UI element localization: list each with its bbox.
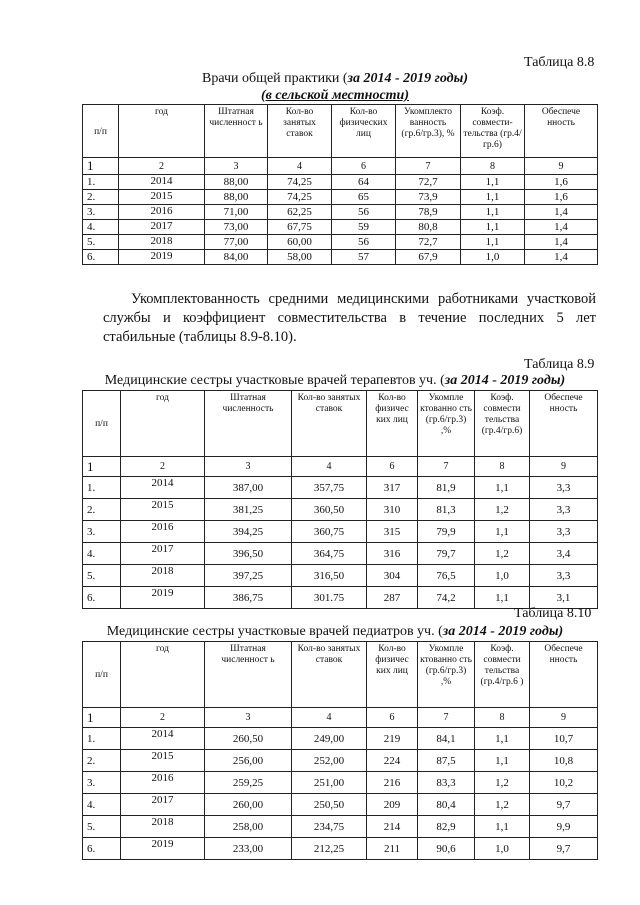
table-cell-staff: 84,00: [205, 250, 268, 265]
table-cell-staff: 260,00: [205, 794, 292, 816]
table-8-10-title: [90, 624, 580, 640]
table-cell-provision: 1,6: [525, 175, 598, 190]
table-8-9-header-occupied: Кол-во занятых ставок: [292, 391, 367, 457]
table-8-8-colnum-staff: 3: [205, 158, 268, 175]
table-cell-year: 2019: [119, 250, 205, 265]
table-cell-provision: 1,4: [525, 220, 598, 235]
table-cell-staff: 394,25: [205, 521, 292, 543]
table-cell-year: 2019: [121, 838, 205, 860]
table-8-8-colnum-pp: 1: [83, 158, 119, 175]
table-8-10-number: Таблица 8.10: [514, 606, 592, 621]
table-cell-provision: 1,4: [525, 235, 598, 250]
table-cell-persons: 209: [367, 794, 418, 816]
table-cell-occupied: 252,00: [292, 750, 367, 772]
table-8-10-title-plain: Медицинские сестры участковые врачей педиатров уч. (: [106, 624, 443, 639]
table-cell-pp: 1.: [83, 175, 119, 190]
table-8-10-header-row: [83, 642, 598, 708]
table-cell-persons: 315: [367, 521, 418, 543]
table-8-8-colnum-persons: 6: [332, 158, 396, 175]
table-row: [83, 220, 598, 235]
table-cell-provision: 10,2: [530, 772, 598, 794]
table-8-10-header-staffing: Укомпле ктованно сть (гр.6/гр.3) ,%: [418, 642, 475, 708]
table-cell-staff: 77,00: [205, 235, 268, 250]
table-cell-provision: 9,7: [530, 794, 598, 816]
table-cell-staffing: 72,7: [396, 175, 461, 190]
table-8-10-colnum-row: [83, 708, 598, 728]
table-8-9-colnum-row: [83, 457, 598, 477]
table-8-10-header-occupied: Кол-во занятых ставок: [292, 642, 367, 708]
table-cell-staffing: 78,9: [396, 205, 461, 220]
table-8-8-colnum-staffing: 7: [396, 158, 461, 175]
table-cell-persons: 317: [367, 477, 418, 499]
table-cell-year: 2018: [119, 235, 205, 250]
table-cell-pp: 2.: [83, 750, 121, 772]
table-cell-coef: 1,2: [475, 794, 530, 816]
table-cell-year: 2014: [121, 728, 205, 750]
table-cell-provision: 3,1: [530, 587, 598, 609]
table-cell-staffing: 74,2: [418, 587, 475, 609]
table-8-10-title-period: за 2014 - 2019 годы): [442, 624, 564, 639]
table-row: [83, 521, 598, 543]
table-8-8-number: Таблица 8.8: [524, 55, 595, 70]
table-8-9-colnum-staff: 3: [205, 457, 292, 477]
table-cell-occupied: 360,50: [292, 499, 367, 521]
table-row: [83, 175, 598, 190]
table-8-8: [82, 104, 598, 265]
table-8-10-colnum-staffing: 7: [418, 708, 475, 728]
table-cell-pp: 2.: [83, 499, 121, 521]
table-cell-year: 2018: [121, 816, 205, 838]
table-8-9-header-coef: Коэф. совмести тельства (гр.4/гр.6): [475, 391, 530, 457]
table-cell-coef: 1,2: [475, 499, 530, 521]
table-cell-coef: 1,1: [461, 175, 525, 190]
table-cell-provision: 3,3: [530, 521, 598, 543]
table-8-9-header-year: год: [121, 391, 205, 457]
table-cell-staff: 258,00: [205, 816, 292, 838]
table-cell-pp: 4.: [83, 794, 121, 816]
table-8-10-colnum-pp: 1: [83, 708, 121, 728]
table-cell-persons: 57: [332, 250, 396, 265]
table-8-8-header-staff: Штатная численност ь: [205, 105, 268, 158]
table-cell-persons: 304: [367, 565, 418, 587]
table-8-9-header-staff: Штатная численность: [205, 391, 292, 457]
table-cell-pp: 5.: [83, 235, 119, 250]
table-cell-staffing: 81,9: [418, 477, 475, 499]
table-cell-staff: 259,25: [205, 772, 292, 794]
table-8-9-header-row: [83, 391, 598, 457]
table-cell-staff: 233,00: [205, 838, 292, 860]
table-cell-persons: 216: [367, 772, 418, 794]
body-paragraph-text: Укомплектованность средними медицинскими работниками участковой службы и коэффициент совместительства в течение последних 5 лет стабильные (таблицы 8.9-8.10).: [103, 291, 596, 345]
table-cell-pp: 2.: [83, 190, 119, 205]
table-cell-staffing: 79,9: [418, 521, 475, 543]
table-cell-pp: 5.: [83, 816, 121, 838]
table-row: [83, 499, 598, 521]
table-cell-occupied: 74,25: [268, 175, 332, 190]
table-8-10-header-year: год: [121, 642, 205, 708]
table-8-9-colnum-occupied: 4: [292, 457, 367, 477]
table-cell-staffing: 72,7: [396, 235, 461, 250]
body-paragraph: [103, 290, 596, 347]
table-8-9-colnum-persons: 6: [367, 457, 418, 477]
table-row: [83, 250, 598, 265]
table-cell-staff: 71,00: [205, 205, 268, 220]
table-cell-provision: 3,3: [530, 565, 598, 587]
table-8-10-header-persons: Кол-во физичес ких лиц: [367, 642, 418, 708]
table-cell-occupied: 74,25: [268, 190, 332, 205]
table-cell-staffing: 73,9: [396, 190, 461, 205]
table-cell-year: 2017: [121, 543, 205, 565]
table-cell-occupied: 234,75: [292, 816, 367, 838]
table-cell-pp: 3.: [83, 772, 121, 794]
table-8-10-colnum-persons: 6: [367, 708, 418, 728]
table-8-8-header-staffing: Укомплекто ванность (гр.6/гр.3), %: [396, 105, 461, 158]
table-8-9-header-staffing: Укомпле ктованно сть (гр.6/гр.3) ,%: [418, 391, 475, 457]
table-cell-year: 2016: [121, 772, 205, 794]
table-row: [83, 816, 598, 838]
table-cell-persons: 310: [367, 499, 418, 521]
table-cell-coef: 1,1: [461, 235, 525, 250]
table-cell-pp: 3.: [83, 205, 119, 220]
table-cell-pp: 1.: [83, 477, 121, 499]
table-8-8-header-pp: п/п: [83, 105, 119, 158]
table-8-8-title: [90, 71, 580, 87]
table-cell-year: 2014: [121, 477, 205, 499]
table-cell-staff: 397,25: [205, 565, 292, 587]
table-cell-pp: 4.: [83, 543, 121, 565]
table-cell-staff: 260,50: [205, 728, 292, 750]
table-8-9-header-pp: п/п: [83, 391, 121, 457]
table-cell-persons: 65: [332, 190, 396, 205]
table-cell-persons: 64: [332, 175, 396, 190]
table-cell-year: 2017: [121, 794, 205, 816]
table-8-8-header-year: год: [119, 105, 205, 158]
table-cell-occupied: 212,25: [292, 838, 367, 860]
table-cell-coef: 1,1: [461, 220, 525, 235]
table-row: [83, 772, 598, 794]
table-cell-staffing: 84,1: [418, 728, 475, 750]
table-8-9-header-persons: Кол-во физичес ких лиц: [367, 391, 418, 457]
table-cell-year: 2014: [119, 175, 205, 190]
table-8-10-colnum-staff: 3: [205, 708, 292, 728]
table-cell-year: 2016: [119, 205, 205, 220]
table-cell-occupied: 67,75: [268, 220, 332, 235]
table-8-9-title-period: за 2014 - 2019 годы): [444, 373, 566, 388]
table-cell-provision: 10,7: [530, 728, 598, 750]
table-8-8-colnum-provision: 9: [525, 158, 598, 175]
table-cell-pp: 6.: [83, 587, 121, 609]
table-cell-occupied: 58,00: [268, 250, 332, 265]
table-cell-provision: 1,6: [525, 190, 598, 205]
table-cell-provision: 1,4: [525, 250, 598, 265]
table-cell-staffing: 76,5: [418, 565, 475, 587]
table-cell-coef: 1,0: [475, 838, 530, 860]
table-row: [83, 190, 598, 205]
table-cell-occupied: 62,25: [268, 205, 332, 220]
table-cell-coef: 1,1: [475, 750, 530, 772]
table-cell-provision: 3,3: [530, 499, 598, 521]
table-cell-coef: 1,1: [475, 587, 530, 609]
table-8-10-header-staff: Штатная численност ь: [205, 642, 292, 708]
table-cell-staffing: 67,9: [396, 250, 461, 265]
table-row: [83, 235, 598, 250]
table-cell-coef: 1,1: [475, 728, 530, 750]
table-cell-persons: 214: [367, 816, 418, 838]
table-8-8-header-provision: Обеспече нность: [525, 105, 598, 158]
table-cell-staffing: 90,6: [418, 838, 475, 860]
table-8-8-header-occupied: Кол-во занятых ставок: [268, 105, 332, 158]
table-cell-staff: 396,50: [205, 543, 292, 565]
table-cell-staffing: 83,3: [418, 772, 475, 794]
table-cell-pp: 3.: [83, 521, 121, 543]
table-8-8-header-coef: Коэф. совмести- тельства (гр.4/гр.6): [461, 105, 525, 158]
table-cell-pp: 4.: [83, 220, 119, 235]
table-8-9: [82, 390, 598, 609]
table-cell-staffing: 80,4: [418, 794, 475, 816]
table-cell-coef: 1,1: [475, 477, 530, 499]
table-cell-staff: 386,75: [205, 587, 292, 609]
table-8-10-colnum-occupied: 4: [292, 708, 367, 728]
table-8-9-title-plain: Медицинские сестры участковые врачей терапевтов уч. (: [104, 373, 445, 388]
table-cell-provision: 9,7: [530, 838, 598, 860]
table-cell-occupied: 251,00: [292, 772, 367, 794]
table-8-8-colnum-occupied: 4: [268, 158, 332, 175]
table-row: [83, 728, 598, 750]
table-8-10-header-coef: Коэф. совмести тельства (гр.4/гр.6 ): [475, 642, 530, 708]
table-cell-pp: 5.: [83, 565, 121, 587]
table-8-10-header-pp: п/п: [83, 642, 121, 708]
table-cell-occupied: 316,50: [292, 565, 367, 587]
table-8-8-subtitle: (в сельской местности): [260, 88, 409, 103]
table-cell-year: 2015: [119, 190, 205, 205]
table-8-8-colnum-year: 2: [119, 158, 205, 175]
table-row: [83, 750, 598, 772]
table-cell-coef: 1,0: [461, 250, 525, 265]
table-cell-occupied: 60,00: [268, 235, 332, 250]
table-8-9-colnum-year: 2: [121, 457, 205, 477]
table-cell-coef: 1,2: [475, 772, 530, 794]
table-8-10-colnum-provision: 9: [530, 708, 598, 728]
table-cell-staff: 88,00: [205, 175, 268, 190]
table-8-9-number: Таблица 8.9: [524, 357, 595, 372]
table-8-9-colnum-coef: 8: [475, 457, 530, 477]
table-cell-occupied: 301.75: [292, 587, 367, 609]
table-cell-year: 2017: [119, 220, 205, 235]
table-cell-pp: 6.: [83, 838, 121, 860]
table-cell-persons: 56: [332, 205, 396, 220]
table-cell-provision: 3,3: [530, 477, 598, 499]
table-8-10: [82, 641, 598, 860]
table-cell-year: 2019: [121, 587, 205, 609]
table-8-8-header-persons: Кол-во физических лиц: [332, 105, 396, 158]
table-8-8-title-period: за 2014 - 2019 годы): [347, 71, 468, 86]
table-cell-occupied: 249,00: [292, 728, 367, 750]
table-cell-pp: 6.: [83, 250, 119, 265]
table-cell-persons: 56: [332, 235, 396, 250]
table-row: [83, 565, 598, 587]
table-cell-coef: 1,1: [475, 521, 530, 543]
table-cell-staff: 88,00: [205, 190, 268, 205]
table-cell-persons: 59: [332, 220, 396, 235]
table-cell-year: 2018: [121, 565, 205, 587]
table-cell-staff: 256,00: [205, 750, 292, 772]
table-cell-occupied: 364,75: [292, 543, 367, 565]
table-cell-coef: 1,1: [461, 205, 525, 220]
table-cell-coef: 1,1: [461, 190, 525, 205]
table-8-9-header-provision: Обеспече нность: [530, 391, 598, 457]
table-cell-staffing: 82,9: [418, 816, 475, 838]
table-8-8-title-plain: Врачи общей практики (: [202, 71, 348, 86]
table-8-9-colnum-pp: 1: [83, 457, 121, 477]
table-cell-staffing: 81,3: [418, 499, 475, 521]
table-8-8-colnum-row: [83, 158, 598, 175]
table-cell-staff: 387,00: [205, 477, 292, 499]
table-cell-provision: 1,4: [525, 205, 598, 220]
table-cell-persons: 211: [367, 838, 418, 860]
table-row: [83, 543, 598, 565]
table-cell-staff: 381,25: [205, 499, 292, 521]
table-cell-occupied: 250,50: [292, 794, 367, 816]
table-row: [83, 794, 598, 816]
table-cell-year: 2015: [121, 499, 205, 521]
table-cell-staffing: 80,8: [396, 220, 461, 235]
table-cell-occupied: 360,75: [292, 521, 367, 543]
table-cell-provision: 9,9: [530, 816, 598, 838]
table-8-10-colnum-coef: 8: [475, 708, 530, 728]
table-cell-persons: 219: [367, 728, 418, 750]
table-cell-persons: 287: [367, 587, 418, 609]
table-8-10-colnum-year: 2: [121, 708, 205, 728]
table-cell-provision: 10,8: [530, 750, 598, 772]
table-cell-pp: 1.: [83, 728, 121, 750]
table-cell-persons: 316: [367, 543, 418, 565]
table-8-9-colnum-staffing: 7: [418, 457, 475, 477]
table-cell-coef: 1,0: [475, 565, 530, 587]
table-cell-staffing: 87,5: [418, 750, 475, 772]
table-cell-coef: 1,2: [475, 543, 530, 565]
table-8-9-colnum-provision: 9: [530, 457, 598, 477]
table-8-8-colnum-coef: 8: [461, 158, 525, 175]
table-cell-occupied: 357,75: [292, 477, 367, 499]
table-cell-persons: 224: [367, 750, 418, 772]
table-cell-staff: 73,00: [205, 220, 268, 235]
table-cell-coef: 1,1: [475, 816, 530, 838]
table-cell-staffing: 79,7: [418, 543, 475, 565]
table-row: [83, 477, 598, 499]
table-row: [83, 838, 598, 860]
table-row: [83, 205, 598, 220]
table-8-10-header-provision: Обеспече нность: [530, 642, 598, 708]
table-8-8-header-row: [83, 105, 598, 158]
table-cell-year: 2015: [121, 750, 205, 772]
table-cell-year: 2016: [121, 521, 205, 543]
table-8-9-title: [90, 373, 580, 389]
table-cell-provision: 3,4: [530, 543, 598, 565]
